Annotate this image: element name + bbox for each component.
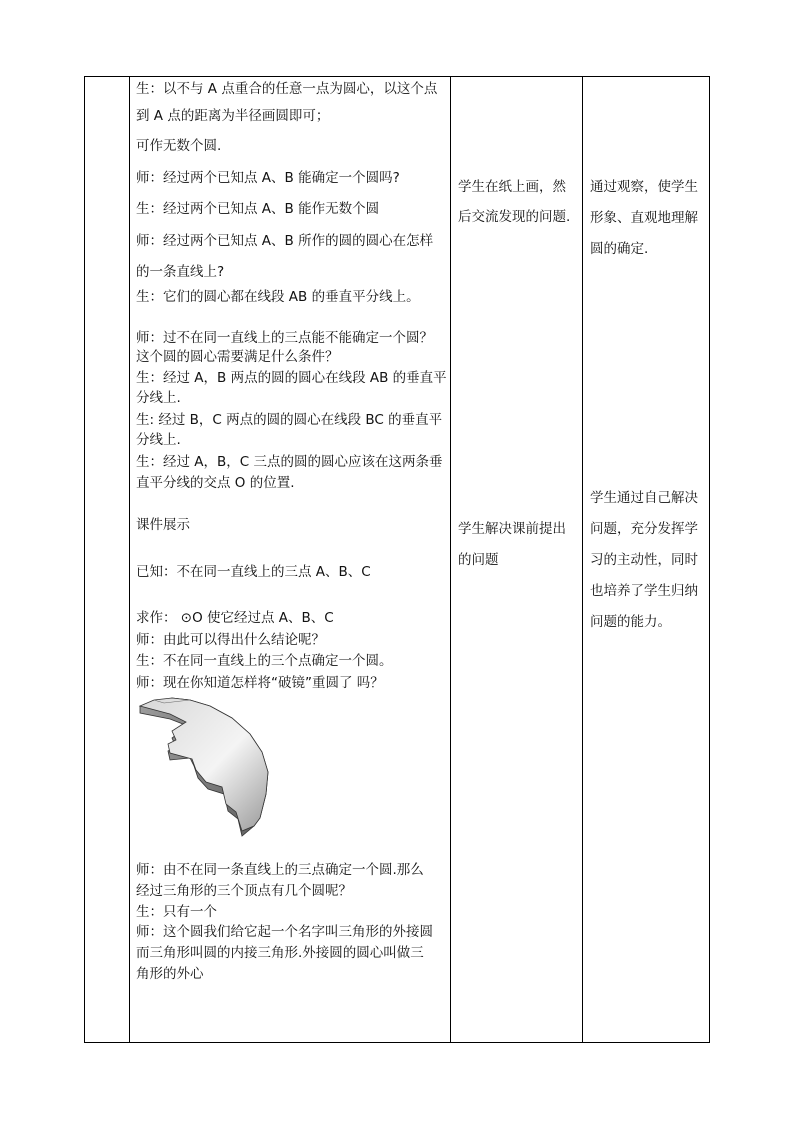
intent-line: 学生通过自己解决	[590, 490, 698, 506]
table-top-border	[84, 76, 710, 77]
process-line: 生：以不与 A 点重合的任意一点为圆心，以这个点	[136, 81, 438, 97]
process-line: 师：经过两个已知点 A、B 能确定一个圆吗?	[136, 170, 400, 186]
process-line: 生：不在同一直线上的三个点确定一个圆。	[136, 653, 393, 669]
intent-line: 圆的确定.	[590, 241, 649, 257]
table-divider-1	[129, 76, 130, 1043]
process-line: 的一条直线上?	[136, 264, 225, 280]
process-line: 已知：不在同一直线上的三点 A、B、C	[136, 564, 371, 580]
process-line: 师：现在你知道怎样将“破镜”重圆了 吗？	[136, 675, 384, 691]
table-border-right	[709, 76, 710, 1043]
process-line: 生：经过 A，B，C 三点的圆的圆心应该在这两条垂	[136, 454, 443, 470]
intent-line: 问题，充分发挥学	[590, 521, 698, 537]
student-line: 的问题	[458, 552, 499, 568]
table-bottom-border	[84, 1042, 710, 1043]
process-line: 生：它们的圆心都在线段 AB 的垂直平分线上。	[136, 289, 420, 305]
process-line: 求作： ⊙O 使它经过点 A、B、C	[136, 610, 334, 626]
table-divider-3	[582, 76, 583, 1043]
process-line: 到 A 点的距离为半径画圆即可；	[136, 108, 330, 124]
process-line: 课件展示	[136, 517, 190, 533]
intent-line: 通过观察，使学生	[590, 179, 698, 195]
intent-line: 形象、直观地理解	[590, 210, 698, 226]
process-line: 生：经过 A，B 两点的圆的圆心在线段 AB 的垂直平	[136, 370, 447, 386]
process-line: 师：由不在同一条直线上的三点确定一个圆.那么	[136, 862, 424, 878]
student-line: 学生解决课前提出	[458, 521, 566, 537]
process-line: 经过三角形的三个顶点有几个圆呢？	[136, 883, 352, 899]
broken-mirror-figure	[134, 694, 274, 838]
process-line: 而三角形叫圆的内接三角形.外接圆的圆心叫做三	[136, 945, 424, 961]
student-line: 后交流发现的问题.	[458, 209, 571, 225]
process-line: 生：只有一个	[136, 904, 217, 920]
process-line: 直平分线的交点 O 的位置.	[136, 475, 295, 491]
process-line: 可作无数个圆.	[136, 138, 222, 154]
student-line: 学生在纸上画，然	[458, 179, 566, 195]
process-line: 师：过不在同一直线上的三点能不能确定一个圆？	[136, 330, 433, 346]
process-line: 师：这个圆我们给它起一个名字叫三角形的外接圆	[136, 924, 433, 940]
process-line: 分线上.	[136, 390, 181, 406]
table-divider-2	[450, 76, 451, 1043]
process-line: 生: 经过 B，C 两点的圆的圆心在线段 BC 的垂直平	[136, 412, 443, 428]
intent-line: 问题的能力。	[590, 614, 671, 630]
process-line: 生：经过两个已知点 A、B 能作无数个圆	[136, 201, 380, 217]
process-line: 师：由此可以得出什么结论呢？	[136, 632, 325, 648]
process-line: 分线上.	[136, 432, 181, 448]
process-line: 师：经过两个已知点 A、B 所作的圆的圆心在怎样	[136, 233, 434, 249]
intent-line: 也培养了学生归纳	[590, 583, 698, 599]
table-border-left	[84, 76, 85, 1043]
process-line: 这个圆的圆心需要满足什么条件？	[136, 349, 339, 365]
process-line: 角形的外心	[136, 966, 204, 982]
intent-line: 习的主动性，同时	[590, 552, 698, 568]
